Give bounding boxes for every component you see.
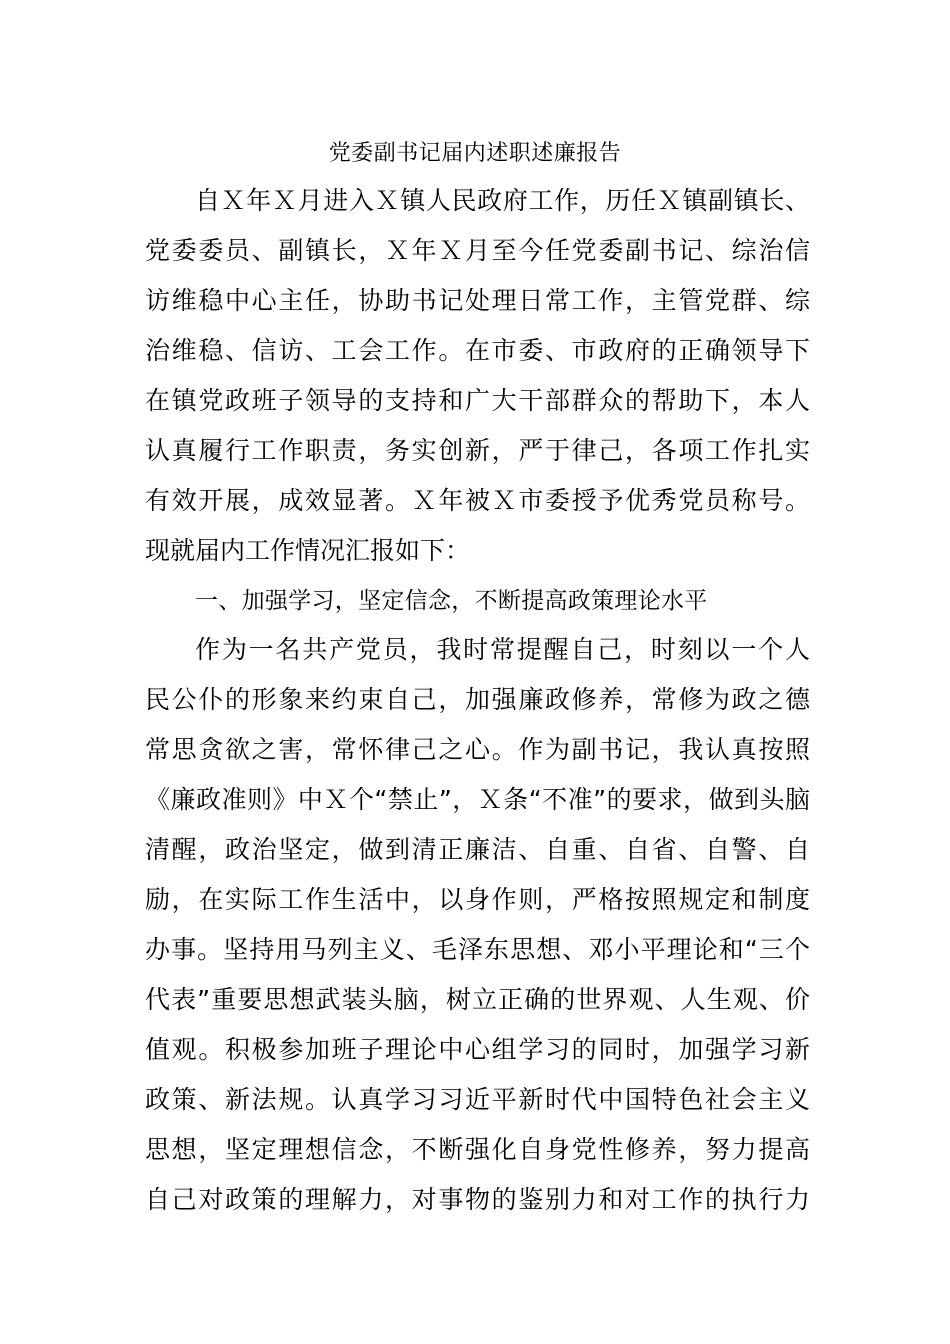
paragraph-line: 励，在实际工作生活中，以身作则，严格按照规定和制度 — [145, 885, 810, 914]
paragraph-line: 作为一名共产党员，我时常提醒自己，时刻以一个人 — [195, 635, 810, 664]
paragraph-line: 自Ｘ年Ｘ月进入Ｘ镇人民政府工作，历任Ｘ镇副镇长、 — [195, 186, 810, 215]
section-heading: 一、加强学习，坚定信念，不断提高政策理论水平 — [195, 588, 708, 614]
paragraph-line: 治维稳、信访、工会工作。在市委、市政府的正确领导下 — [145, 336, 810, 365]
paragraph-line: 常思贪欲之害，常怀律己之心。作为副书记，我认真按照 — [145, 735, 810, 764]
paragraph-line: 认真履行工作职责，务实创新，严于律己，各项工作扎实 — [145, 436, 810, 465]
paragraph-line: 清醒，政治坚定，做到清正廉洁、自重、自省、自警、自 — [145, 835, 810, 864]
paragraph-line: 在镇党政班子领导的支持和广大干部群众的帮助下，本人 — [145, 386, 810, 415]
paragraph-line: 代表”重要思想武装头脑，树立正确的世界观、人生观、价 — [145, 985, 810, 1014]
paragraph-line: 现就届内工作情况汇报如下： — [145, 536, 471, 565]
paragraph-line: 访维稳中心主任，协助书记处理日常工作，主管党群、综 — [145, 286, 810, 315]
paragraph-line: 自己对政策的理解力，对事物的鉴别力和对工作的执行力 — [145, 1185, 810, 1214]
paragraph-line: 值观。积极参加班子理论中心组学习的同时，加强学习新 — [145, 1035, 810, 1064]
document-title: 党委副书记届内述职述廉报告 — [328, 141, 622, 166]
paragraph-line: 有效开展，成效显著。Ｘ年被Ｘ市委授予优秀党员称号。 — [145, 486, 810, 515]
paragraph-line: 政策、新法规。认真学习习近平新时代中国特色社会主义 — [145, 1085, 810, 1114]
paragraph-line: 办事。坚持用马列主义、毛泽东思想、邓小平理论和“三个 — [145, 935, 810, 964]
paragraph-line: 思想，坚定理想信念，不断强化自身党性修养，努力提高 — [145, 1135, 810, 1164]
paragraph-line: 《廉政准则》中Ｘ个“禁止”，Ｘ条“不准”的要求，做到头脑 — [145, 785, 810, 814]
paragraph-line: 民公仆的形象来约束自己，加强廉政修养，常修为政之德 — [145, 685, 810, 714]
paragraph-line: 党委委员、副镇长，Ｘ年Ｘ月至今任党委副书记、综治信 — [145, 236, 810, 265]
